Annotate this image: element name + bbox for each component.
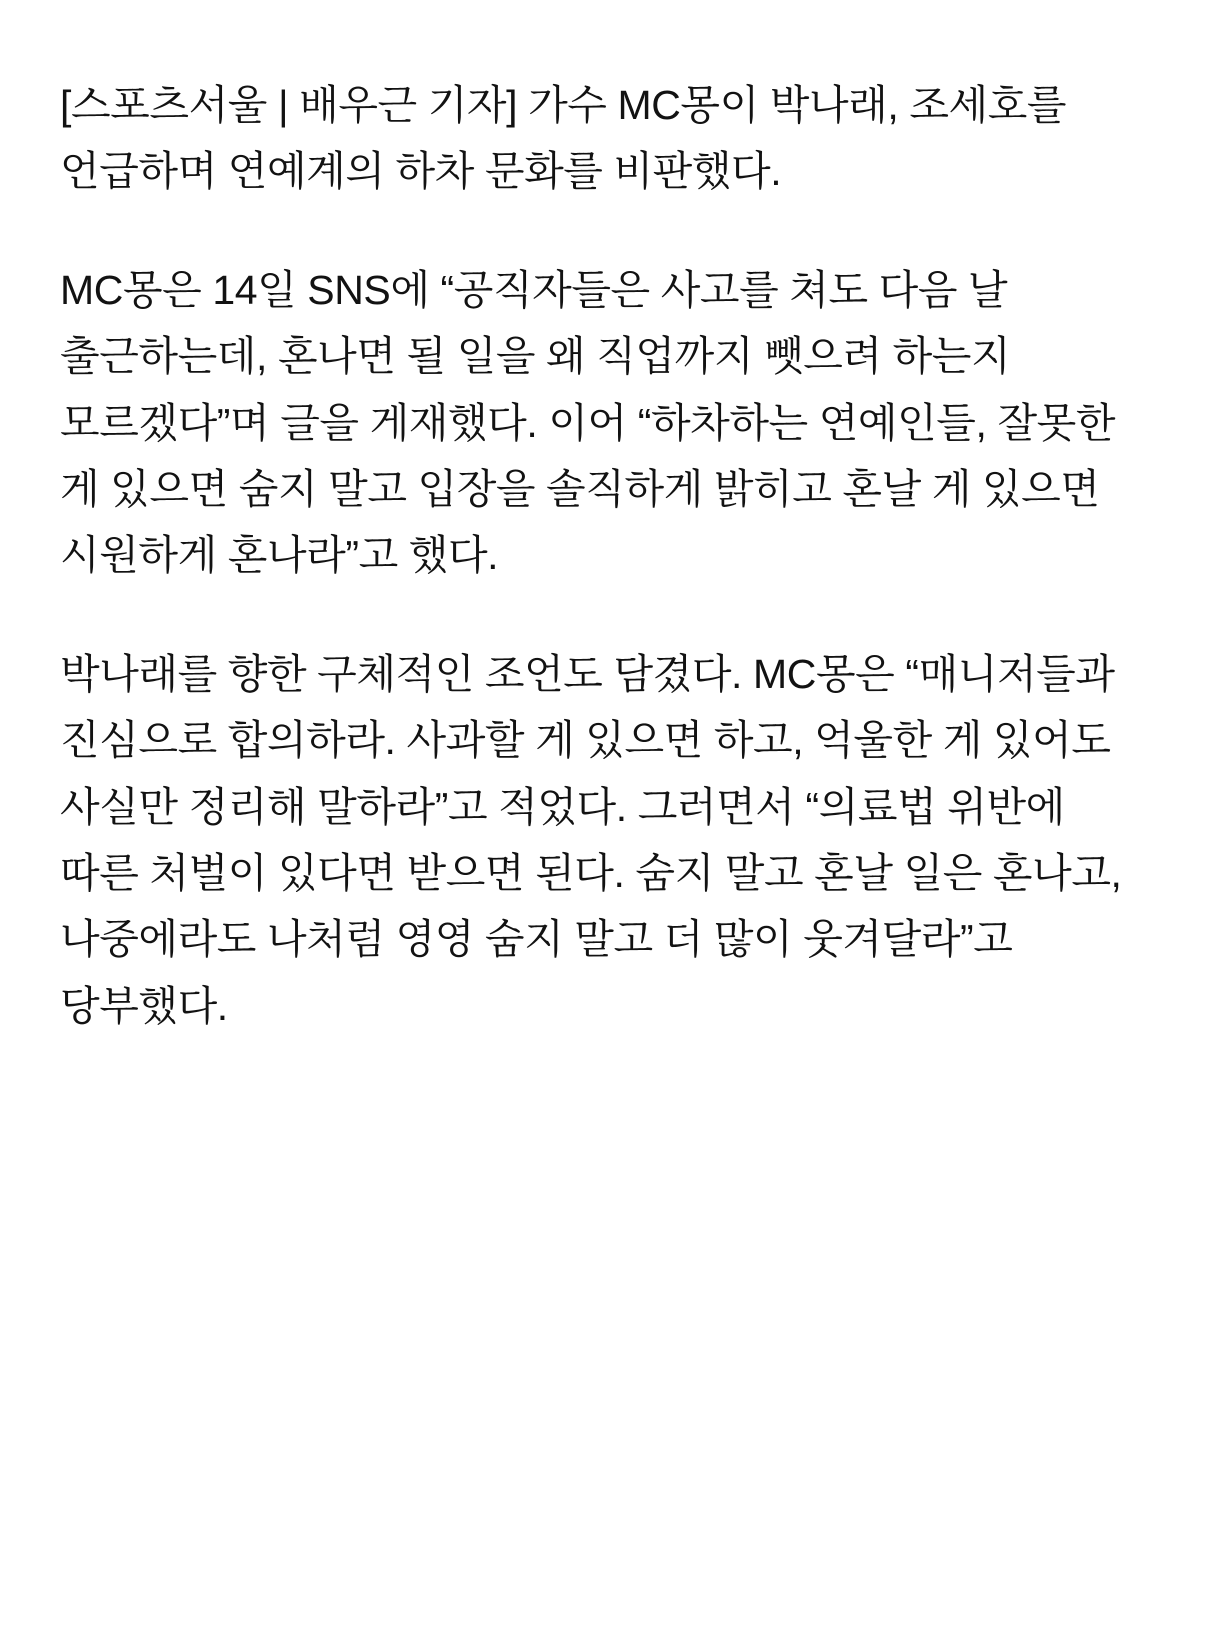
article-paragraph: [스포츠서울 | 배우근 기자] 가수 MC몽이 박나래, 조세호를 언급하며 연예계의 하차 문화를 비판했다.: [60, 82, 1078, 195]
article-paragraph: 박나래를 향한 구체적인 조언도 담겼다. MC몽은 “매니저들과 진심으로 합의하라. 사과할 게 있으면 하고, 억울한 게 있어도 사실만 정리해 말하라”고 적었다. 그러면서 “의료법 위반에 따른 처벌이 있다면 받으면 된다. 숨지 말고 혼날 일은 혼나고, 나중에라도 나처럼 영영 숨지 말고 더 많이 웃겨달라”고 당부했다.: [60, 650, 1133, 1029]
article-paragraph: MC몽은 14일 SNS에 “공직자들은 사고를 쳐도 다음 날 출근하는데, 혼나면 될 일을 왜 직업까지 뺏으려 하는지 모르겠다”며 글을 게재했다. 이어 “하차하는 연예인들, 잘못한 게 있으면 숨지 말고 입장을 솔직하게 밝히고 혼날 게 있으면 시원하게 혼나라”고 했다.: [60, 266, 1127, 579]
